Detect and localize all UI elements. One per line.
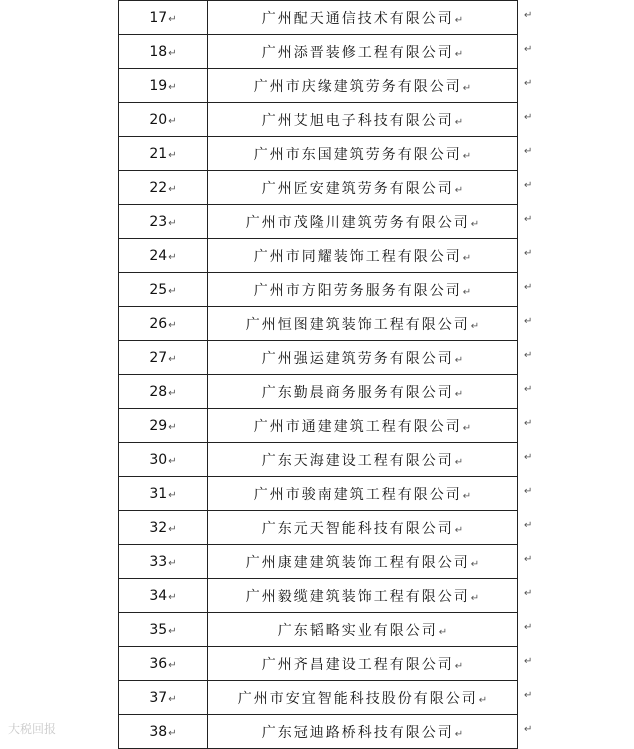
paragraph-mark-icon: ↵ <box>168 81 177 93</box>
company-name-cell <box>208 171 518 205</box>
company-name: 广州配天通信技术有限公司 <box>261 10 454 27</box>
paragraph-mark-icon: ↵ <box>462 422 472 434</box>
paragraph-mark-icon: ↵ <box>478 694 488 706</box>
row-number: 27 <box>149 349 168 366</box>
company-name: 广州市同耀装饰工程有限公司 <box>253 248 462 265</box>
paragraph-mark-icon: ↵ <box>168 13 177 25</box>
paragraph-mark-icon: ↵ <box>168 727 177 739</box>
paragraph-mark-icon: ↵ <box>470 320 480 332</box>
company-name: 广州康建建筑装饰工程有限公司 <box>245 554 470 571</box>
paragraph-mark-icon: ↵ <box>168 353 177 365</box>
paragraph-mark-icon: ↵ <box>454 48 464 60</box>
company-name: 广州市通建建筑工程有限公司 <box>253 418 462 435</box>
row-number-cell <box>119 443 208 477</box>
paragraph-mark-icon: ↵ <box>168 489 177 501</box>
paragraph-mark-icon: ↵ <box>168 115 177 127</box>
row-number-cell <box>119 171 208 205</box>
paragraph-mark-icon: ↵ <box>168 557 177 569</box>
paragraph-mark-icon: ↵ <box>454 184 464 196</box>
row-number-cell <box>119 681 208 715</box>
row-number-cell <box>119 137 208 171</box>
row-number-cell <box>119 205 208 239</box>
company-name: 广州市骏南建筑工程有限公司 <box>253 486 462 503</box>
table-row <box>119 647 518 681</box>
row-end-mark-icon: ↵ <box>524 588 533 599</box>
company-name-cell <box>208 647 518 681</box>
row-end-mark-icon: ↵ <box>524 78 533 89</box>
row-number-cell <box>119 307 208 341</box>
row-number-cell <box>119 477 208 511</box>
table-row <box>119 579 518 613</box>
row-number-cell <box>119 613 208 647</box>
company-name-cell <box>208 69 518 103</box>
company-name: 广州市庆缘建筑劳务有限公司 <box>253 78 462 95</box>
row-number: 17 <box>149 9 168 26</box>
row-end-mark-icon: ↵ <box>524 350 533 361</box>
company-name: 广东勤晨商务服务有限公司 <box>261 384 454 401</box>
paragraph-mark-icon: ↵ <box>462 286 472 298</box>
paragraph-mark-icon: ↵ <box>168 47 177 59</box>
row-end-mark-icon: ↵ <box>524 214 533 225</box>
paragraph-mark-icon: ↵ <box>168 455 177 467</box>
company-name-cell <box>208 375 518 409</box>
company-name-cell <box>208 307 518 341</box>
row-end-mark-icon: ↵ <box>524 690 533 701</box>
company-name-cell <box>208 239 518 273</box>
paragraph-mark-icon: ↵ <box>168 217 177 229</box>
company-list-body <box>119 1 518 749</box>
row-number-cell <box>119 69 208 103</box>
row-end-mark-icon: ↵ <box>524 316 533 327</box>
row-number: 20 <box>149 111 168 128</box>
paragraph-mark-icon: ↵ <box>470 558 480 570</box>
paragraph-mark-icon: ↵ <box>470 218 480 230</box>
company-list-table <box>118 0 518 749</box>
row-number: 38 <box>149 723 168 740</box>
row-end-mark-icon: ↵ <box>524 384 533 395</box>
paragraph-mark-icon: ↵ <box>462 252 472 264</box>
row-end-mark-icon: ↵ <box>524 622 533 633</box>
row-number: 34 <box>149 587 168 604</box>
company-name-cell <box>208 205 518 239</box>
table-row <box>119 1 518 35</box>
paragraph-mark-icon: ↵ <box>168 421 177 433</box>
paragraph-mark-icon: ↵ <box>438 626 448 638</box>
row-end-mark-icon: ↵ <box>524 418 533 429</box>
row-end-mark-icon: ↵ <box>524 10 533 21</box>
table-row <box>119 69 518 103</box>
row-number-cell <box>119 103 208 137</box>
company-name: 广州市安宜智能科技股份有限公司 <box>237 690 478 707</box>
company-name-cell <box>208 273 518 307</box>
row-number: 33 <box>149 553 168 570</box>
paragraph-mark-icon: ↵ <box>454 524 464 536</box>
company-name: 广东韬略实业有限公司 <box>277 622 438 639</box>
company-name-cell <box>208 409 518 443</box>
row-end-mark-icon: ↵ <box>524 554 533 565</box>
row-end-mark-icon: ↵ <box>524 112 533 123</box>
table-row <box>119 375 518 409</box>
paragraph-mark-icon: ↵ <box>168 659 177 671</box>
company-name-cell <box>208 715 518 749</box>
company-name: 广东元天智能科技有限公司 <box>261 520 454 537</box>
company-name: 广州毅缆建筑装饰工程有限公司 <box>245 588 470 605</box>
row-end-mark-icon: ↵ <box>524 146 533 157</box>
row-number-cell <box>119 715 208 749</box>
paragraph-mark-icon: ↵ <box>168 387 177 399</box>
table-row <box>119 545 518 579</box>
company-name: 广州市东国建筑劳务有限公司 <box>253 146 462 163</box>
paragraph-mark-icon: ↵ <box>168 625 177 637</box>
paragraph-mark-icon: ↵ <box>454 388 464 400</box>
company-name-cell <box>208 103 518 137</box>
row-number: 37 <box>149 689 168 706</box>
paragraph-mark-icon: ↵ <box>454 116 464 128</box>
table-row <box>119 239 518 273</box>
company-name: 广州匠安建筑劳务有限公司 <box>261 180 454 197</box>
row-number: 18 <box>149 43 168 60</box>
row-number-cell <box>119 35 208 69</box>
row-end-mark-icon: ↵ <box>524 656 533 667</box>
row-number: 25 <box>149 281 168 298</box>
row-number-cell <box>119 647 208 681</box>
row-number: 23 <box>149 213 168 230</box>
paragraph-mark-icon: ↵ <box>168 591 177 603</box>
paragraph-mark-icon: ↵ <box>462 82 472 94</box>
table-row <box>119 341 518 375</box>
company-name: 广州强运建筑劳务有限公司 <box>261 350 454 367</box>
company-name-cell <box>208 545 518 579</box>
paragraph-mark-icon: ↵ <box>168 693 177 705</box>
row-end-mark-icon: ↵ <box>524 248 533 259</box>
company-name-cell <box>208 1 518 35</box>
table-row <box>119 103 518 137</box>
company-name: 广东天海建设工程有限公司 <box>261 452 454 469</box>
row-number-cell <box>119 341 208 375</box>
table-row <box>119 35 518 69</box>
table-row <box>119 137 518 171</box>
table-row <box>119 273 518 307</box>
company-name-cell <box>208 35 518 69</box>
company-name-cell <box>208 511 518 545</box>
paragraph-mark-icon: ↵ <box>168 319 177 331</box>
paragraph-mark-icon: ↵ <box>454 354 464 366</box>
row-number-cell <box>119 545 208 579</box>
company-name: 广州齐昌建设工程有限公司 <box>261 656 454 673</box>
company-name: 广州市茂隆川建筑劳务有限公司 <box>245 214 470 231</box>
paragraph-mark-icon: ↵ <box>168 149 177 161</box>
paragraph-mark-icon: ↵ <box>454 728 464 740</box>
row-end-mark-icon: ↵ <box>524 44 533 55</box>
table-row <box>119 205 518 239</box>
row-number: 22 <box>149 179 168 196</box>
row-number: 19 <box>149 77 168 94</box>
table-row <box>119 715 518 749</box>
company-name-cell <box>208 443 518 477</box>
company-name: 广东冠迪路桥科技有限公司 <box>261 724 454 741</box>
table-row <box>119 477 518 511</box>
company-name-cell <box>208 579 518 613</box>
table-row <box>119 511 518 545</box>
paragraph-mark-icon: ↵ <box>168 183 177 195</box>
row-number-cell <box>119 1 208 35</box>
paragraph-mark-icon: ↵ <box>168 285 177 297</box>
table-row <box>119 613 518 647</box>
table-row <box>119 681 518 715</box>
table-row <box>119 409 518 443</box>
row-number: 26 <box>149 315 168 332</box>
row-number-cell <box>119 273 208 307</box>
table-row <box>119 443 518 477</box>
company-name: 广州添晋装修工程有限公司 <box>261 44 454 61</box>
paragraph-mark-icon: ↵ <box>168 523 177 535</box>
company-name-cell <box>208 613 518 647</box>
paragraph-mark-icon: ↵ <box>462 150 472 162</box>
row-end-mark-icon: ↵ <box>524 452 533 463</box>
row-end-mark-icon: ↵ <box>524 180 533 191</box>
watermark: 大税回报 <box>8 722 57 736</box>
paragraph-mark-icon: ↵ <box>168 251 177 263</box>
row-number: 28 <box>149 383 168 400</box>
paragraph-mark-icon: ↵ <box>454 456 464 468</box>
row-number-cell <box>119 579 208 613</box>
table-row <box>119 307 518 341</box>
company-name-cell <box>208 137 518 171</box>
row-number: 36 <box>149 655 168 672</box>
company-name-cell <box>208 477 518 511</box>
table-row <box>119 171 518 205</box>
row-end-mark-icon: ↵ <box>524 486 533 497</box>
row-number: 35 <box>149 621 168 638</box>
paragraph-mark-icon: ↵ <box>470 592 480 604</box>
company-name: 广州恒图建筑装饰工程有限公司 <box>245 316 470 333</box>
row-number: 31 <box>149 485 168 502</box>
row-number-cell <box>119 239 208 273</box>
row-end-mark-icon: ↵ <box>524 520 533 531</box>
row-number-cell <box>119 511 208 545</box>
row-end-mark-icon: ↵ <box>524 282 533 293</box>
paragraph-mark-icon: ↵ <box>454 660 464 672</box>
company-name-cell <box>208 681 518 715</box>
row-number-cell <box>119 409 208 443</box>
row-number: 21 <box>149 145 168 162</box>
row-end-mark-icon: ↵ <box>524 724 533 735</box>
row-number: 30 <box>149 451 168 468</box>
row-number: 29 <box>149 417 168 434</box>
company-name: 广州艾旭电子科技有限公司 <box>261 112 454 129</box>
row-number: 24 <box>149 247 168 264</box>
paragraph-mark-icon: ↵ <box>454 14 464 26</box>
row-number-cell <box>119 375 208 409</box>
company-name-cell <box>208 341 518 375</box>
company-name: 广州市方阳劳务服务有限公司 <box>253 282 462 299</box>
paragraph-mark-icon: ↵ <box>462 490 472 502</box>
row-number: 32 <box>149 519 168 536</box>
